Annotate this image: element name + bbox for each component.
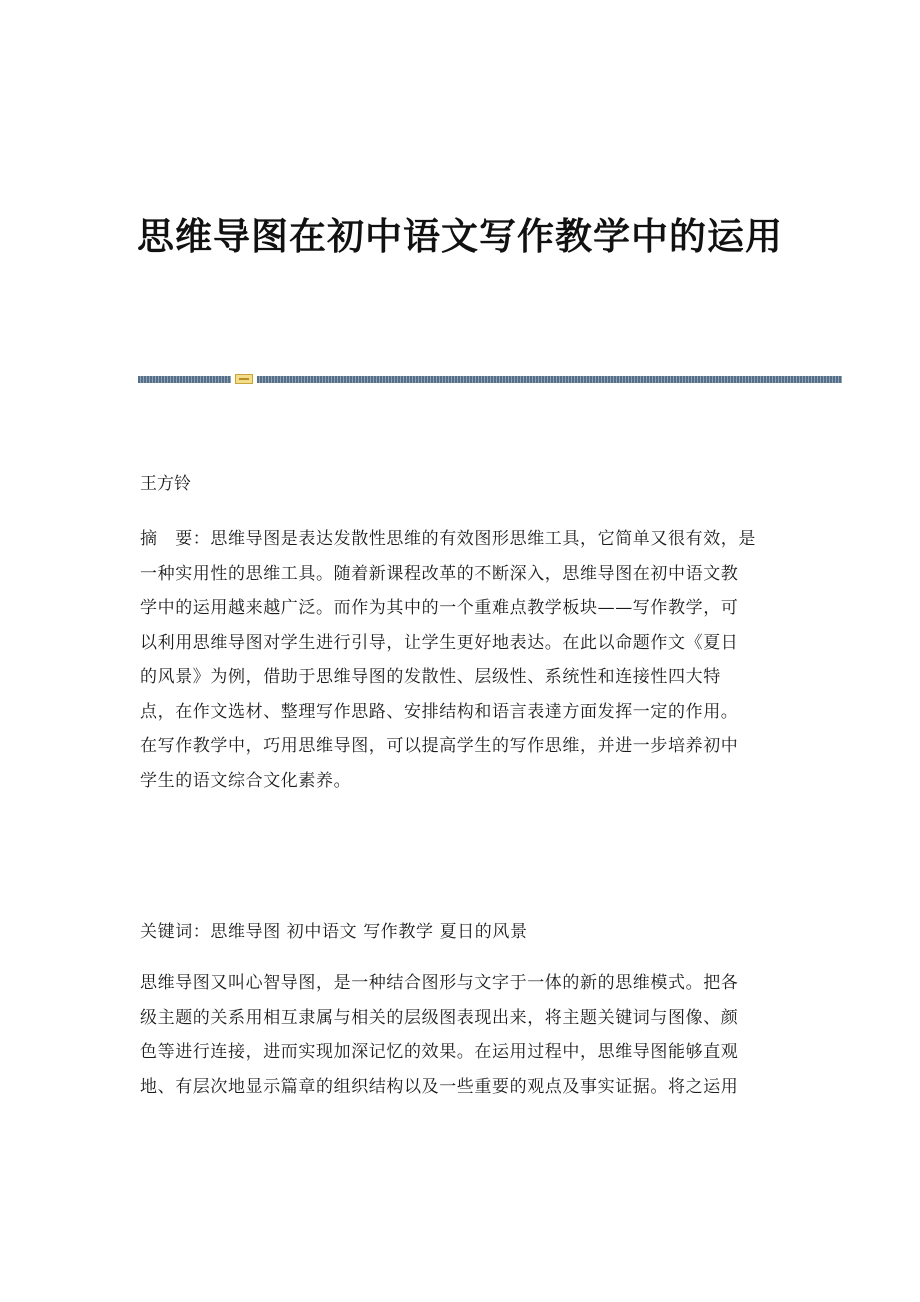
abstract-line: 点，在作文选材、整理写作思路、安排结构和语言表達方面发挥一定的作用。 — [140, 701, 739, 722]
document-title: 思维导图在初中语文写作教学中的运用 — [137, 214, 783, 258]
abstract-line: 以利用思维导图对学生进行引导，让学生更好地表达。在此以命题作文《夏日 — [140, 632, 739, 653]
abstract-line: 学中的运用越来越广泛。而作为其中的一个重难点教学板块——写作教学，可 — [140, 598, 739, 618]
body-line: 色等进行连接，进而实现加深记忆的效果。在运用过程中，思维导图能够直观 — [140, 1042, 739, 1062]
abstract-line: 一种实用性的思维工具。随着新课程改革的不断深入，思维导图在初中语文教 — [140, 563, 739, 584]
abstract-line: 学生的语文综合文化素养。 — [140, 770, 352, 791]
divider-left-bar — [138, 376, 231, 383]
body-line: 思维导图又叫心智导图，是一种结合图形与文字于一体的新的思维模式。把各 — [140, 973, 739, 993]
abstract-paragraph — [140, 522, 785, 798]
author-name: 王方铃 — [140, 474, 191, 494]
body-line: 地、有层次地显示篇章的组织结构以及一些重要的观点及事实证据。将之运用 — [140, 1076, 739, 1097]
divider-ornament-icon — [235, 374, 253, 384]
body-line: 级主题的关系用相互隶属与相关的层级图表现出来，将主题关键词与图像、颜 — [140, 1007, 739, 1028]
abstract-line: 在写作教学中，巧用思维导图，可以提高学生的写作思维，并进一步培养初中 — [140, 736, 739, 756]
keywords-paragraph — [140, 915, 785, 950]
body-paragraph — [140, 966, 785, 1104]
abstract-line: 的风景》为例，借助于思维导图的发散性、层级性、系统性和连接性四大特 — [140, 667, 721, 687]
keywords-line: 关键词：思维导图 初中语文 写作教学 夏日的风景 — [140, 922, 528, 942]
divider-right-bar — [257, 376, 842, 383]
abstract-line: 摘 要：思维导图是表达发散性思维的有效图形思维工具，它简单又很有效，是 — [140, 529, 756, 549]
title-divider — [138, 373, 842, 385]
